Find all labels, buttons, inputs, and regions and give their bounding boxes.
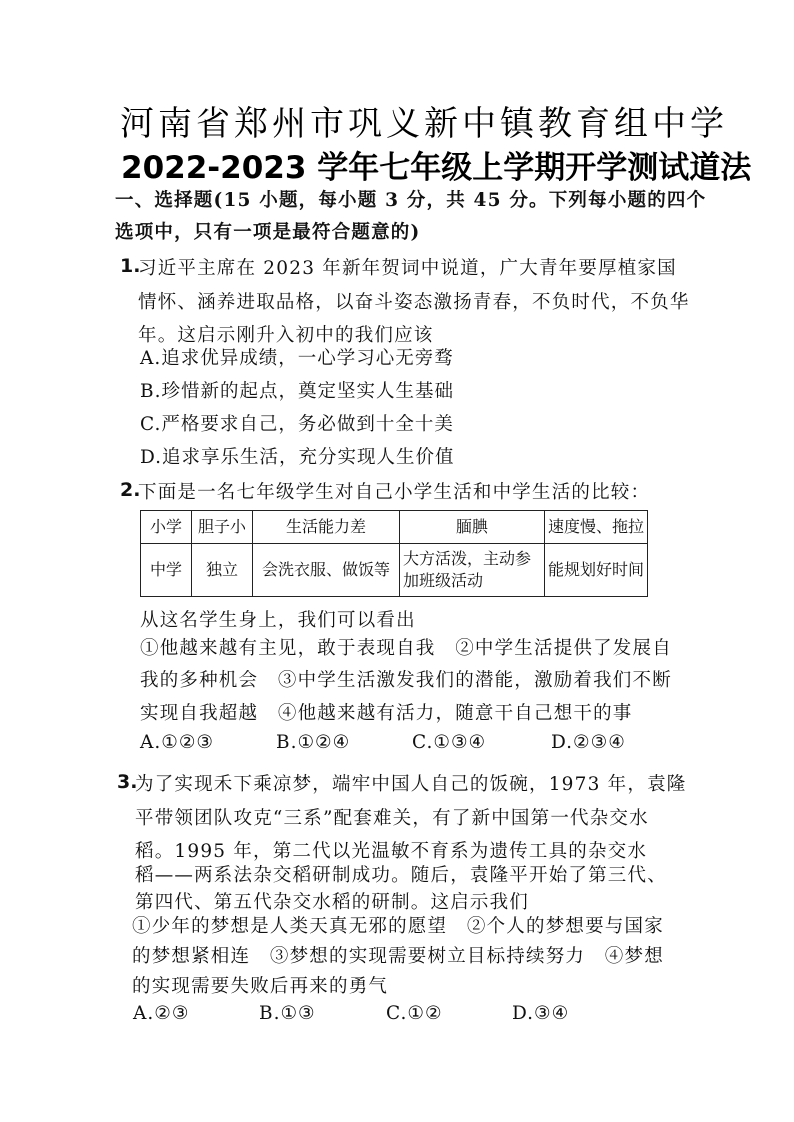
- table-cell: 中学: [141, 544, 192, 597]
- page-title-line2: 2022-2023 学年七年级上学期开学测试道法: [121, 150, 752, 186]
- question-stem-line: 稻——两系法杂交稻研制成功。随后，袁隆平开始了第三代、: [135, 865, 667, 886]
- answer-option: A.②③: [133, 1003, 190, 1024]
- question-stem-line: 习近平主席在 2023 年新年贺词中说道，广大青年要厚植家国: [138, 258, 677, 279]
- comparison-table: [140, 510, 648, 597]
- page-title-line1: 河南省郑州市巩义新中镇教育组中学: [120, 104, 728, 144]
- table-cell: 独立: [192, 544, 253, 597]
- question-stem-line: 情怀、涵养进取品格，以奋斗姿态激扬青春，不负时代，不负华: [138, 292, 690, 313]
- question-number: 2.: [120, 479, 141, 501]
- answer-option: D.追求享乐生活，充分实现人生价值: [140, 447, 455, 468]
- answer-option: A.追求优异成绩，一心学习心无旁骛: [140, 348, 454, 369]
- question-stem-line: 为了实现禾下乘凉梦，端牢中国人自己的饭碗，1973 年，袁隆: [135, 774, 687, 795]
- answer-option: D.②③④: [551, 732, 626, 753]
- table-row: [141, 511, 648, 544]
- answer-option: C.①②: [386, 1003, 443, 1024]
- question-number: 3.: [117, 771, 138, 793]
- answer-option: D.③④: [512, 1003, 570, 1024]
- table-cell: 大方活泼，主动参加班级活动: [400, 544, 545, 597]
- table-cell: 速度慢、拖拉: [545, 511, 648, 544]
- statement-line: ①他越来越有主见，敢于表现自我 ②中学生活提供了发展自: [140, 638, 672, 659]
- table-cell: 小学: [141, 511, 192, 544]
- statement-line: 实现自我超越 ④他越来越有活力，随意干自己想干的事: [140, 703, 633, 724]
- statement-line: ①少年的梦想是人类天真无邪的愿望 ②个人的梦想要与国家: [132, 916, 664, 937]
- answer-option: B.①③: [259, 1003, 316, 1024]
- question-stem-line: 平带领团队攻克“三系”配套难关，有了新中国第一代杂交水: [135, 808, 649, 829]
- answer-option: B.珍惜新的起点，奠定坚实人生基础: [140, 381, 454, 402]
- table-cell: 能规划好时间: [545, 544, 648, 597]
- table-cell: 生活能力差: [253, 511, 400, 544]
- answer-option: A.①②③: [140, 732, 214, 753]
- section-heading-line2: 选项中，只有一项是最符合题意的): [115, 222, 421, 243]
- table-cell: 胆子小: [192, 511, 253, 544]
- table-cell: 腼腆: [400, 511, 545, 544]
- question-lead: 从这名学生身上，我们可以看出: [140, 610, 416, 631]
- statement-line: 的实现需要失败后再来的勇气: [132, 976, 389, 997]
- answer-option: B.①②④: [276, 732, 351, 753]
- table-row: [141, 544, 648, 597]
- answer-option: C.①③④: [412, 732, 487, 753]
- answer-option: C.严格要求自己，务必做到十全十美: [140, 414, 454, 435]
- statement-line: 的梦想紧相连 ③梦想的实现需要树立目标持续努力 ④梦想: [132, 946, 664, 967]
- statement-line: 我的多种机会 ③中学生活激发我们的潜能，激励着我们不断: [140, 670, 672, 691]
- question-number: 1.: [120, 255, 141, 277]
- question-stem-line: 第四代、第五代杂交水稻的研制。这启示我们: [135, 892, 530, 913]
- question-stem-line: 年。这启示刚升入初中的我们应该: [138, 325, 434, 346]
- table-cell: 会洗衣服、做饭等: [253, 544, 400, 597]
- section-heading-line1: 一、选择题(15 小题，每小题 3 分，共 45 分。下列每小题的四个: [115, 190, 707, 211]
- question-stem-line: 下面是一名七年级学生对自己小学生活和中学生活的比较：: [138, 482, 651, 503]
- question-stem-line: 稻。1995 年，第二代以光温敏不育系为遗传工具的杂交水: [135, 841, 648, 862]
